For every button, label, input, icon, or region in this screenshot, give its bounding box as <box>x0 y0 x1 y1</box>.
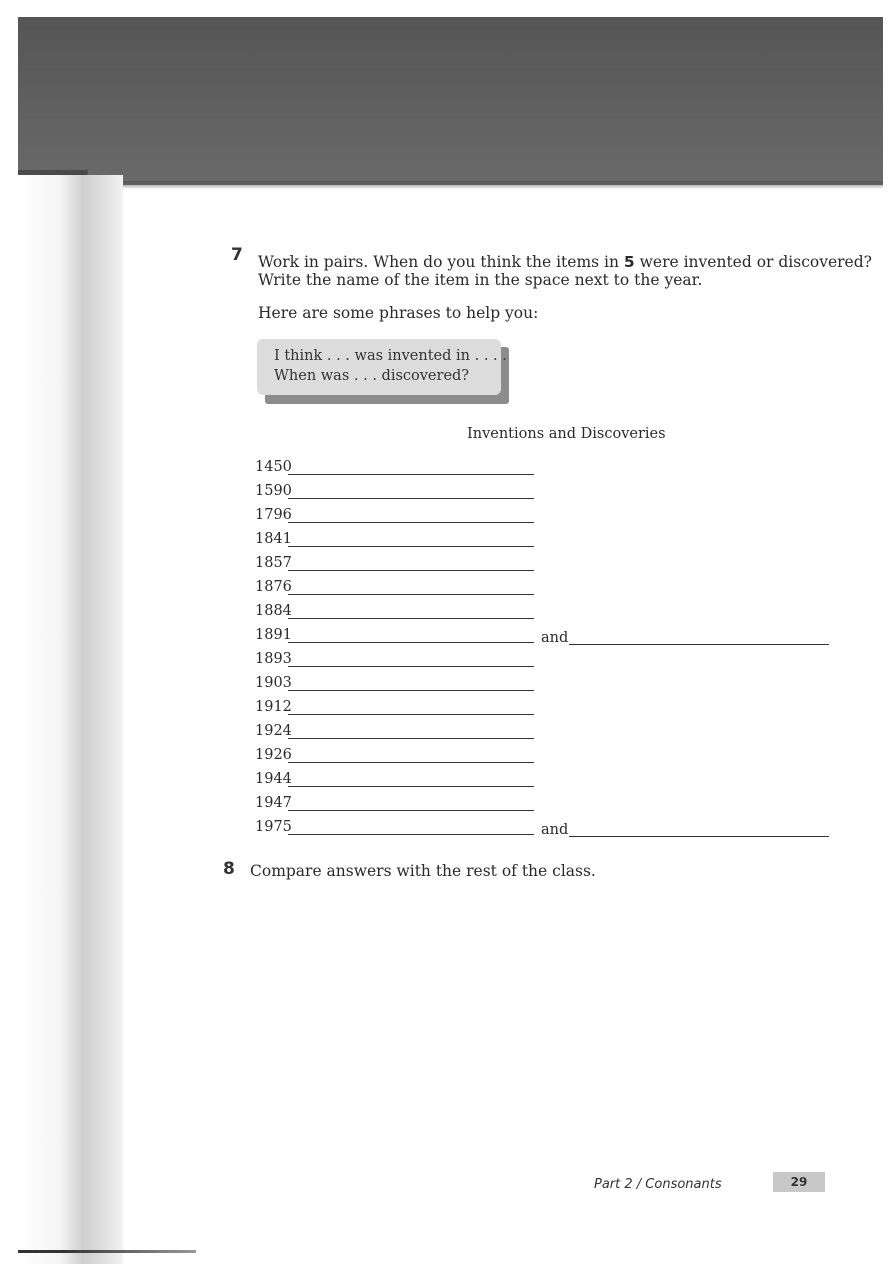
answer-blank[interactable] <box>288 738 534 739</box>
scan-bottom-edge <box>18 1250 196 1253</box>
scan-shadow-top <box>18 17 883 185</box>
answer-blank[interactable] <box>288 642 534 643</box>
phrase-2: When was . . . discovered? <box>274 368 470 384</box>
answer-blank[interactable] <box>288 666 534 667</box>
year-row <box>255 507 835 527</box>
year-label: 1912 <box>255 699 292 715</box>
year-label: 1924 <box>255 723 292 739</box>
answer-blank[interactable] <box>288 474 534 475</box>
year-row <box>255 819 835 839</box>
answer-blank[interactable] <box>288 810 534 811</box>
phrase-box <box>257 339 509 403</box>
year-label: 1975 <box>255 819 292 835</box>
book-spine <box>18 175 123 1264</box>
year-row <box>255 723 835 743</box>
footer-section: Part 2 / Consonants <box>594 1177 722 1192</box>
year-label: 1944 <box>255 771 292 787</box>
and-label: and <box>541 630 569 646</box>
year-row <box>255 747 835 767</box>
year-row <box>255 531 835 551</box>
year-row <box>255 627 835 647</box>
year-label: 1926 <box>255 747 292 763</box>
exercise-7-instruction-line1: Work in pairs. When do you think the items in 5 were invented or discovered? <box>258 253 872 271</box>
answer-blank[interactable] <box>288 594 534 595</box>
answer-blank[interactable] <box>288 618 534 619</box>
answer-blank[interactable] <box>288 714 534 715</box>
year-row <box>255 579 835 599</box>
year-row <box>255 459 835 479</box>
year-label: 1884 <box>255 603 292 619</box>
phrase-1: I think . . . was invented in . . . . <box>274 348 507 364</box>
year-label: 1947 <box>255 795 292 811</box>
year-row <box>255 651 835 671</box>
page-number: 29 <box>773 1172 825 1192</box>
year-row <box>255 699 835 719</box>
year-label: 1450 <box>255 459 292 475</box>
year-label: 1876 <box>255 579 292 595</box>
year-row <box>255 603 835 623</box>
answer-blank[interactable] <box>288 762 534 763</box>
exercise-8-number: 8 <box>223 859 235 879</box>
year-row <box>255 483 835 503</box>
year-label: 1903 <box>255 675 292 691</box>
year-label: 1857 <box>255 555 292 571</box>
answer-blank[interactable] <box>288 570 534 571</box>
year-label: 1893 <box>255 651 292 667</box>
answer-blank[interactable] <box>288 546 534 547</box>
answer-blank[interactable] <box>288 522 534 523</box>
year-label: 1590 <box>255 483 292 499</box>
year-row <box>255 771 835 791</box>
answer-blank[interactable] <box>288 834 534 835</box>
year-label: 1796 <box>255 507 292 523</box>
table-title: Inventions and Discoveries <box>467 426 666 442</box>
help-intro: Here are some phrases to help you: <box>258 304 539 322</box>
year-row <box>255 555 835 575</box>
and-label: and <box>541 822 569 838</box>
answer-blank[interactable] <box>288 690 534 691</box>
answer-blank[interactable] <box>288 786 534 787</box>
exercise-reference: 5 <box>623 253 635 271</box>
exercise-7-instruction-line2: Write the name of the item in the space next to the year. <box>258 271 703 289</box>
year-row <box>255 675 835 695</box>
answer-blank-second[interactable] <box>569 836 829 837</box>
answer-blank[interactable] <box>288 498 534 499</box>
year-label: 1891 <box>255 627 292 643</box>
year-label: 1841 <box>255 531 292 547</box>
answer-blank-second[interactable] <box>569 644 829 645</box>
exercise-7-number: 7 <box>231 245 243 265</box>
exercise-8-instruction: Compare answers with the rest of the class. <box>250 862 596 880</box>
year-row <box>255 795 835 815</box>
